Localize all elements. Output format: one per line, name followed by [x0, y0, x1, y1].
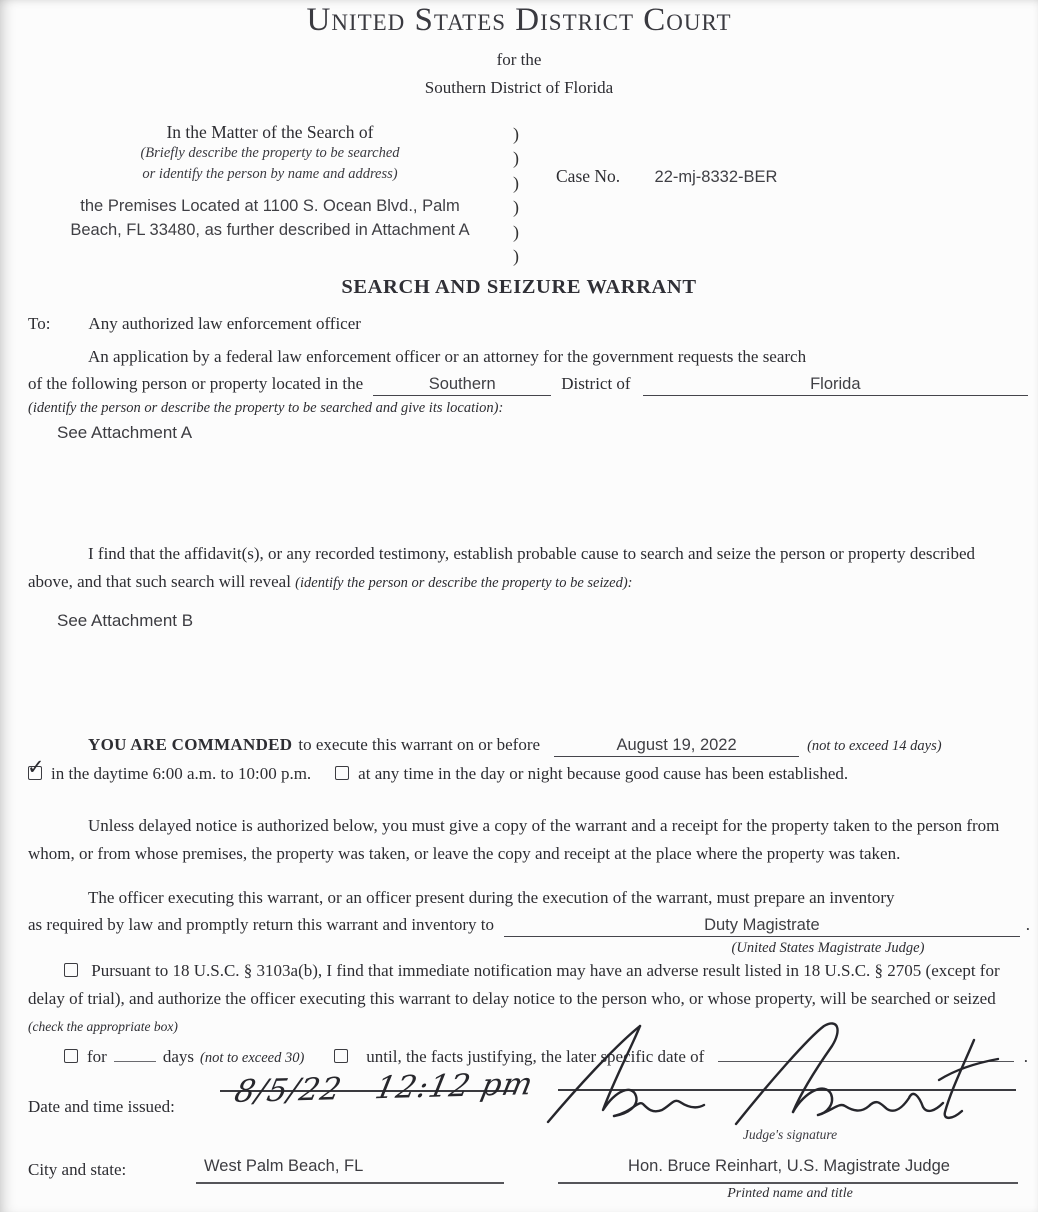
days-blank — [114, 1061, 156, 1062]
application-section — [28, 344, 1032, 417]
paren: ) — [513, 197, 519, 218]
application-line-1: An application by a federal law enforcement officer or an attorney for the government requests the search — [88, 347, 807, 366]
days-hint: (not to exceed 30) — [200, 1049, 305, 1066]
city-state-label: City and state: — [28, 1160, 127, 1179]
magistrate-caption: (United States Magistrate Judge) — [731, 940, 925, 956]
case-no-value: 22-mj-8332-BER — [654, 168, 778, 186]
property-line-2: Beach, FL 33480, as further described in Attachment A — [70, 221, 470, 240]
commanded-bold: YOU ARE COMMANDED — [88, 735, 293, 754]
commanded-text: to execute this warrant on or before — [298, 735, 541, 754]
paren: ) — [513, 172, 519, 193]
for-days-checkbox — [64, 1049, 78, 1063]
printed-name-caption: Printed name and title — [727, 1186, 853, 1201]
attachment-b-reference: See Attachment B — [57, 611, 194, 630]
caption-hint-line-1: (Briefly describe the property to be searched — [140, 145, 400, 161]
finding-section — [28, 540, 1024, 635]
case-number-row — [556, 166, 777, 187]
paren: ) — [513, 221, 519, 242]
paren: ) — [513, 124, 519, 144]
command-section — [28, 735, 1032, 784]
notice-paragraph: Unless delayed notice is authorized below, you must give a copy of the warrant and a receipt for the property taken to the person from whom, or from whose premises, the property was taken, or leave the copy and receipt at the place where the property was taken. — [28, 816, 1000, 863]
city-state-value: West Palm Beach, FL — [204, 1157, 364, 1175]
days-label: days — [162, 1046, 194, 1066]
caption-hint-line-2: or identify the person by name and address) — [142, 165, 398, 182]
finding-hint: (identify the person or describe the property to be seized): — [295, 574, 633, 591]
handwritten-datetime — [231, 1066, 540, 1110]
for-label: for — [87, 1046, 107, 1066]
delay-hint: (check the appropriate box) — [28, 1019, 178, 1034]
delay-period: . — [1023, 1046, 1028, 1066]
caption-left-column — [30, 122, 510, 243]
inventory-line-2 — [28, 911, 1030, 938]
paren: ) — [513, 148, 519, 169]
to-value: Any authorized law enforcement officer — [88, 314, 361, 333]
magistrate-blank: Duty Magistrate — [504, 915, 1020, 937]
to-label: To: — [28, 314, 51, 333]
delay-text: Pursuant to 18 U.S.C. § 3103a(b), I find that immediate notification may have an adverse result listed in 18 U.S.C. § 2705 (except for delay of trial), and authorize the officer executing this warrant to delay notice to the person who, or whose property, will be searched or seized — [28, 961, 1000, 1008]
daytime-option-label: in the daytime 6:00 a.m. to 10:00 p.m. — [51, 764, 312, 783]
execute-date-blank: August 19, 2022 — [554, 735, 799, 757]
inventory-line-1: The officer executing this warrant, or an officer present during the execution of the warrant, must prepare an inventory — [88, 888, 895, 907]
paren: ) — [513, 246, 519, 267]
printed-name-value: Hon. Bruce Reinhart, U.S. Magistrate Judge — [628, 1157, 950, 1175]
court-subtitle-for-the: for the — [496, 50, 542, 69]
application-hint: (identify the person or describe the property to be searched and give its location): — [28, 400, 504, 416]
until-label: until, the facts justifying, the later specific date of — [366, 1046, 705, 1066]
daytime-checkbox-checked — [28, 766, 42, 780]
caption-divider-parens — [513, 122, 519, 268]
property-line-1: the Premises Located at 1100 S. Ocean Blvd., Palm — [80, 197, 460, 216]
inventory-section — [28, 884, 1030, 956]
district-blank: Southern — [373, 374, 551, 396]
date-issued-label: Date and time issued: — [28, 1097, 175, 1116]
state-blank: Florida — [643, 374, 1028, 396]
finding-text: I find that the affidavit(s), or any recorded testimony, establish probable cause to search and seize the person or property described above, and that such search will reveal — [28, 544, 975, 591]
until-checkbox — [334, 1049, 348, 1063]
case-no-label: Case No. — [556, 166, 621, 186]
court-title: United States District Court — [306, 2, 732, 38]
court-district: Southern District of Florida — [424, 78, 614, 97]
to-line — [28, 314, 361, 334]
handwritten-date: 8/5/22 — [231, 1071, 346, 1110]
execution-time-options — [28, 764, 1032, 784]
attachment-a-reference: See Attachment A — [57, 423, 193, 442]
district-of-label: District of — [561, 374, 631, 393]
warrant-title: SEARCH AND SEIZURE WARRANT — [341, 276, 697, 298]
inventory-return-text: as required by law and promptly return this warrant and inventory to — [28, 915, 494, 934]
not-exceed-hint: (not to exceed 14 days) — [807, 738, 942, 754]
anytime-option-label: at any time in the day or night because good cause has been established. — [358, 764, 849, 783]
application-prefix: of the following person or property located in the — [28, 374, 364, 393]
command-line — [28, 735, 1032, 757]
delay-checkbox — [64, 963, 78, 977]
handwritten-time: 12:12 pm — [372, 1066, 537, 1107]
matter-line: In the Matter of the Search of — [166, 122, 374, 142]
application-line-2 — [28, 370, 1028, 397]
judge-signature — [540, 1018, 1026, 1136]
property-description — [30, 195, 510, 243]
anytime-checkbox — [335, 766, 349, 780]
judge-signature-caption: Judge's signature — [742, 1127, 838, 1142]
case-caption — [0, 122, 1038, 272]
inventory-period: . — [1025, 915, 1030, 934]
notice-section — [28, 812, 1026, 868]
